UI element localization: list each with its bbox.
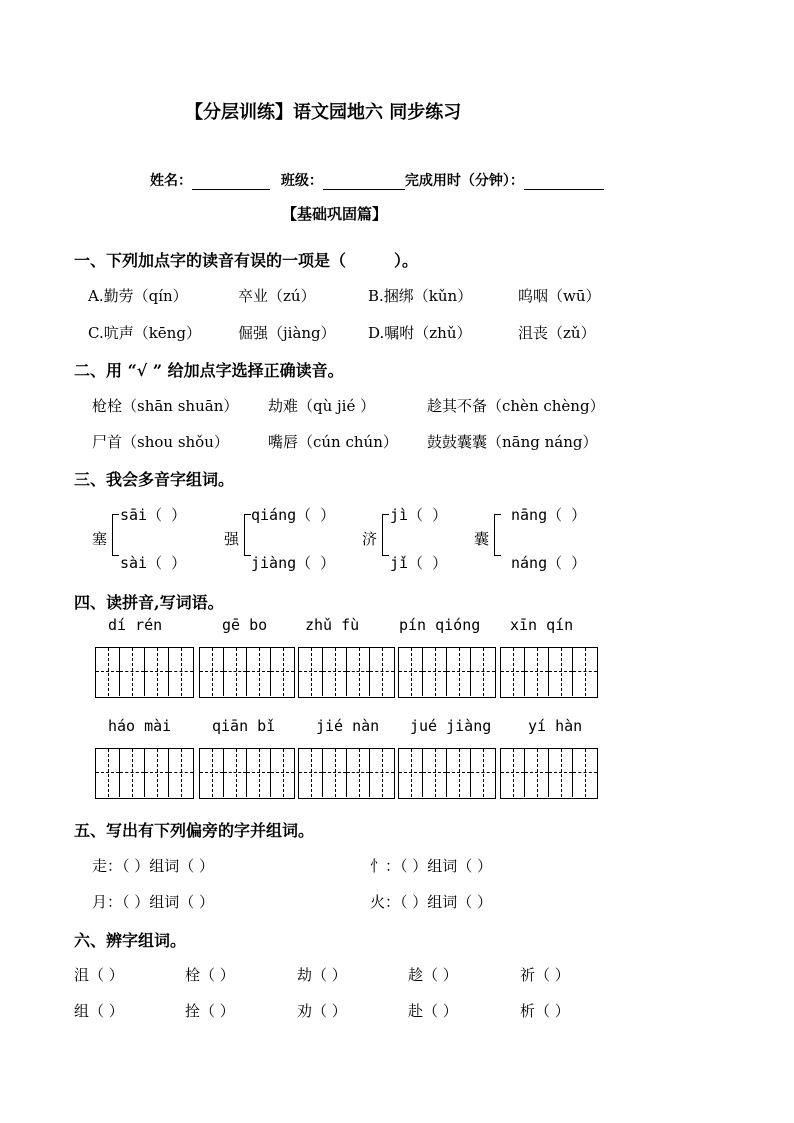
q1-option: 呜咽（wū） [518,287,601,305]
pinyin-prompt: háo mài [108,717,172,735]
q3-reading: nāng（ ） [511,506,587,524]
page-title: 【分层训练】语文园地六 同步练习 [185,102,462,123]
q6-item: 析（ ） [520,1002,570,1020]
pinyin-prompt: qiān bǐ [212,717,276,735]
q1-option: A.勤劳（qín） [88,287,188,305]
q1-option: C.吭声（kēng） [88,324,201,342]
q1-option: B.捆绑（kǔn） [368,287,473,305]
q6-item: 劫（ ） [297,966,347,984]
q3-reading: qiáng（ ） [251,506,336,524]
question-4-title: 四、读拼音,写词语。 [74,593,224,612]
q2-item: 劫难（qù jié ） [268,397,376,415]
q3-bracket [244,514,251,556]
time-blank[interactable] [524,175,604,190]
q2-item: 尸首（shou shǒu） [92,433,229,451]
q1-option: 卒业（zú） [238,287,316,305]
q3-char: 囊 [474,530,490,548]
q3-reading: náng（ ） [511,554,587,572]
q6-item: 栓（ ） [185,966,235,984]
q3-bracket [494,514,501,556]
writing-grid[interactable] [95,647,194,698]
q3-bracket [382,514,389,556]
q1-option: 沮丧（zǔ） [518,324,596,342]
q5-item: 月：（ ）组词（ ） [92,893,215,911]
q3-reading: sāi（ ） [120,506,187,524]
q6-item: 赴（ ） [408,1002,458,1020]
q2-item: 趁其不备（chèn chèng） [427,397,605,415]
student-info-line [150,170,604,190]
pinyin-prompt: pín qióng [399,616,481,634]
pinyin-prompt: jié nàn [316,717,380,735]
question-6-title: 六、辨字组词。 [74,931,187,950]
writing-grid[interactable] [95,748,194,799]
pinyin-prompt: dí rén [108,616,163,634]
name-label: 姓名： [150,173,192,189]
writing-grid[interactable] [398,647,496,698]
question-5-title: 五、写出有下列偏旁的字并组词。 [74,821,315,840]
writing-grid[interactable] [298,748,395,799]
q3-char: 济 [362,530,378,548]
q1-option: 倔强（jiàng） [238,324,336,342]
q3-reading: sài（ ） [120,554,187,572]
pinyin-prompt: zhǔ fù [305,616,360,634]
writing-grid[interactable] [398,748,496,799]
q1-option: D.嘱咐（zhǔ） [368,324,472,342]
writing-grid[interactable] [500,647,598,698]
writing-grid[interactable] [298,647,395,698]
q2-item: 枪栓（shān shuān） [92,397,239,415]
question-2-title: 二、用 “√ ” 给加点字选择正确读音。 [74,361,344,380]
question-1-title: 一、下列加点字的读音有误的一项是（ ）。 [74,251,419,270]
q2-item: 鼓鼓囊囊（nāng náng） [427,433,598,451]
pinyin-prompt: gē bo [222,616,268,634]
q3-char: 塞 [92,530,108,548]
q2-item: 嘴唇（cún chún） [268,433,398,451]
class-label: 班级： [280,173,323,189]
q3-reading: jiàng（ ） [251,554,336,572]
q6-item: 趁（ ） [408,966,458,984]
q3-reading: jǐ（ ） [390,554,448,572]
q6-item: 组（ ） [74,1002,124,1020]
question-3-title: 三、我会多音字组词。 [74,470,235,489]
q6-item: 沮（ ） [74,966,124,984]
name-blank[interactable] [192,175,270,190]
q5-item: 忄：（ ）组词（ ） [370,857,493,875]
writing-grid[interactable] [199,748,295,799]
pinyin-prompt: yí hàn [528,717,583,735]
pinyin-prompt: xīn qín [510,616,574,634]
writing-grid[interactable] [500,748,598,799]
q3-bracket [112,514,119,556]
q3-reading: jì（ ） [390,506,448,524]
q3-char: 强 [224,530,240,548]
section-subtitle: 【基础巩固篇】 [282,205,388,223]
q6-item: 劝（ ） [297,1002,347,1020]
q6-item: 祈（ ） [520,966,570,984]
class-blank[interactable] [323,175,405,190]
q5-item: 火：（ ）组词（ ） [370,893,493,911]
pinyin-prompt: jué jiàng [410,717,492,735]
writing-grid[interactable] [199,647,295,698]
q5-item: 走：（ ）组词（ ） [92,857,215,875]
q6-item: 拴（ ） [185,1002,235,1020]
time-label: 完成用时（分钟）： [404,173,524,189]
